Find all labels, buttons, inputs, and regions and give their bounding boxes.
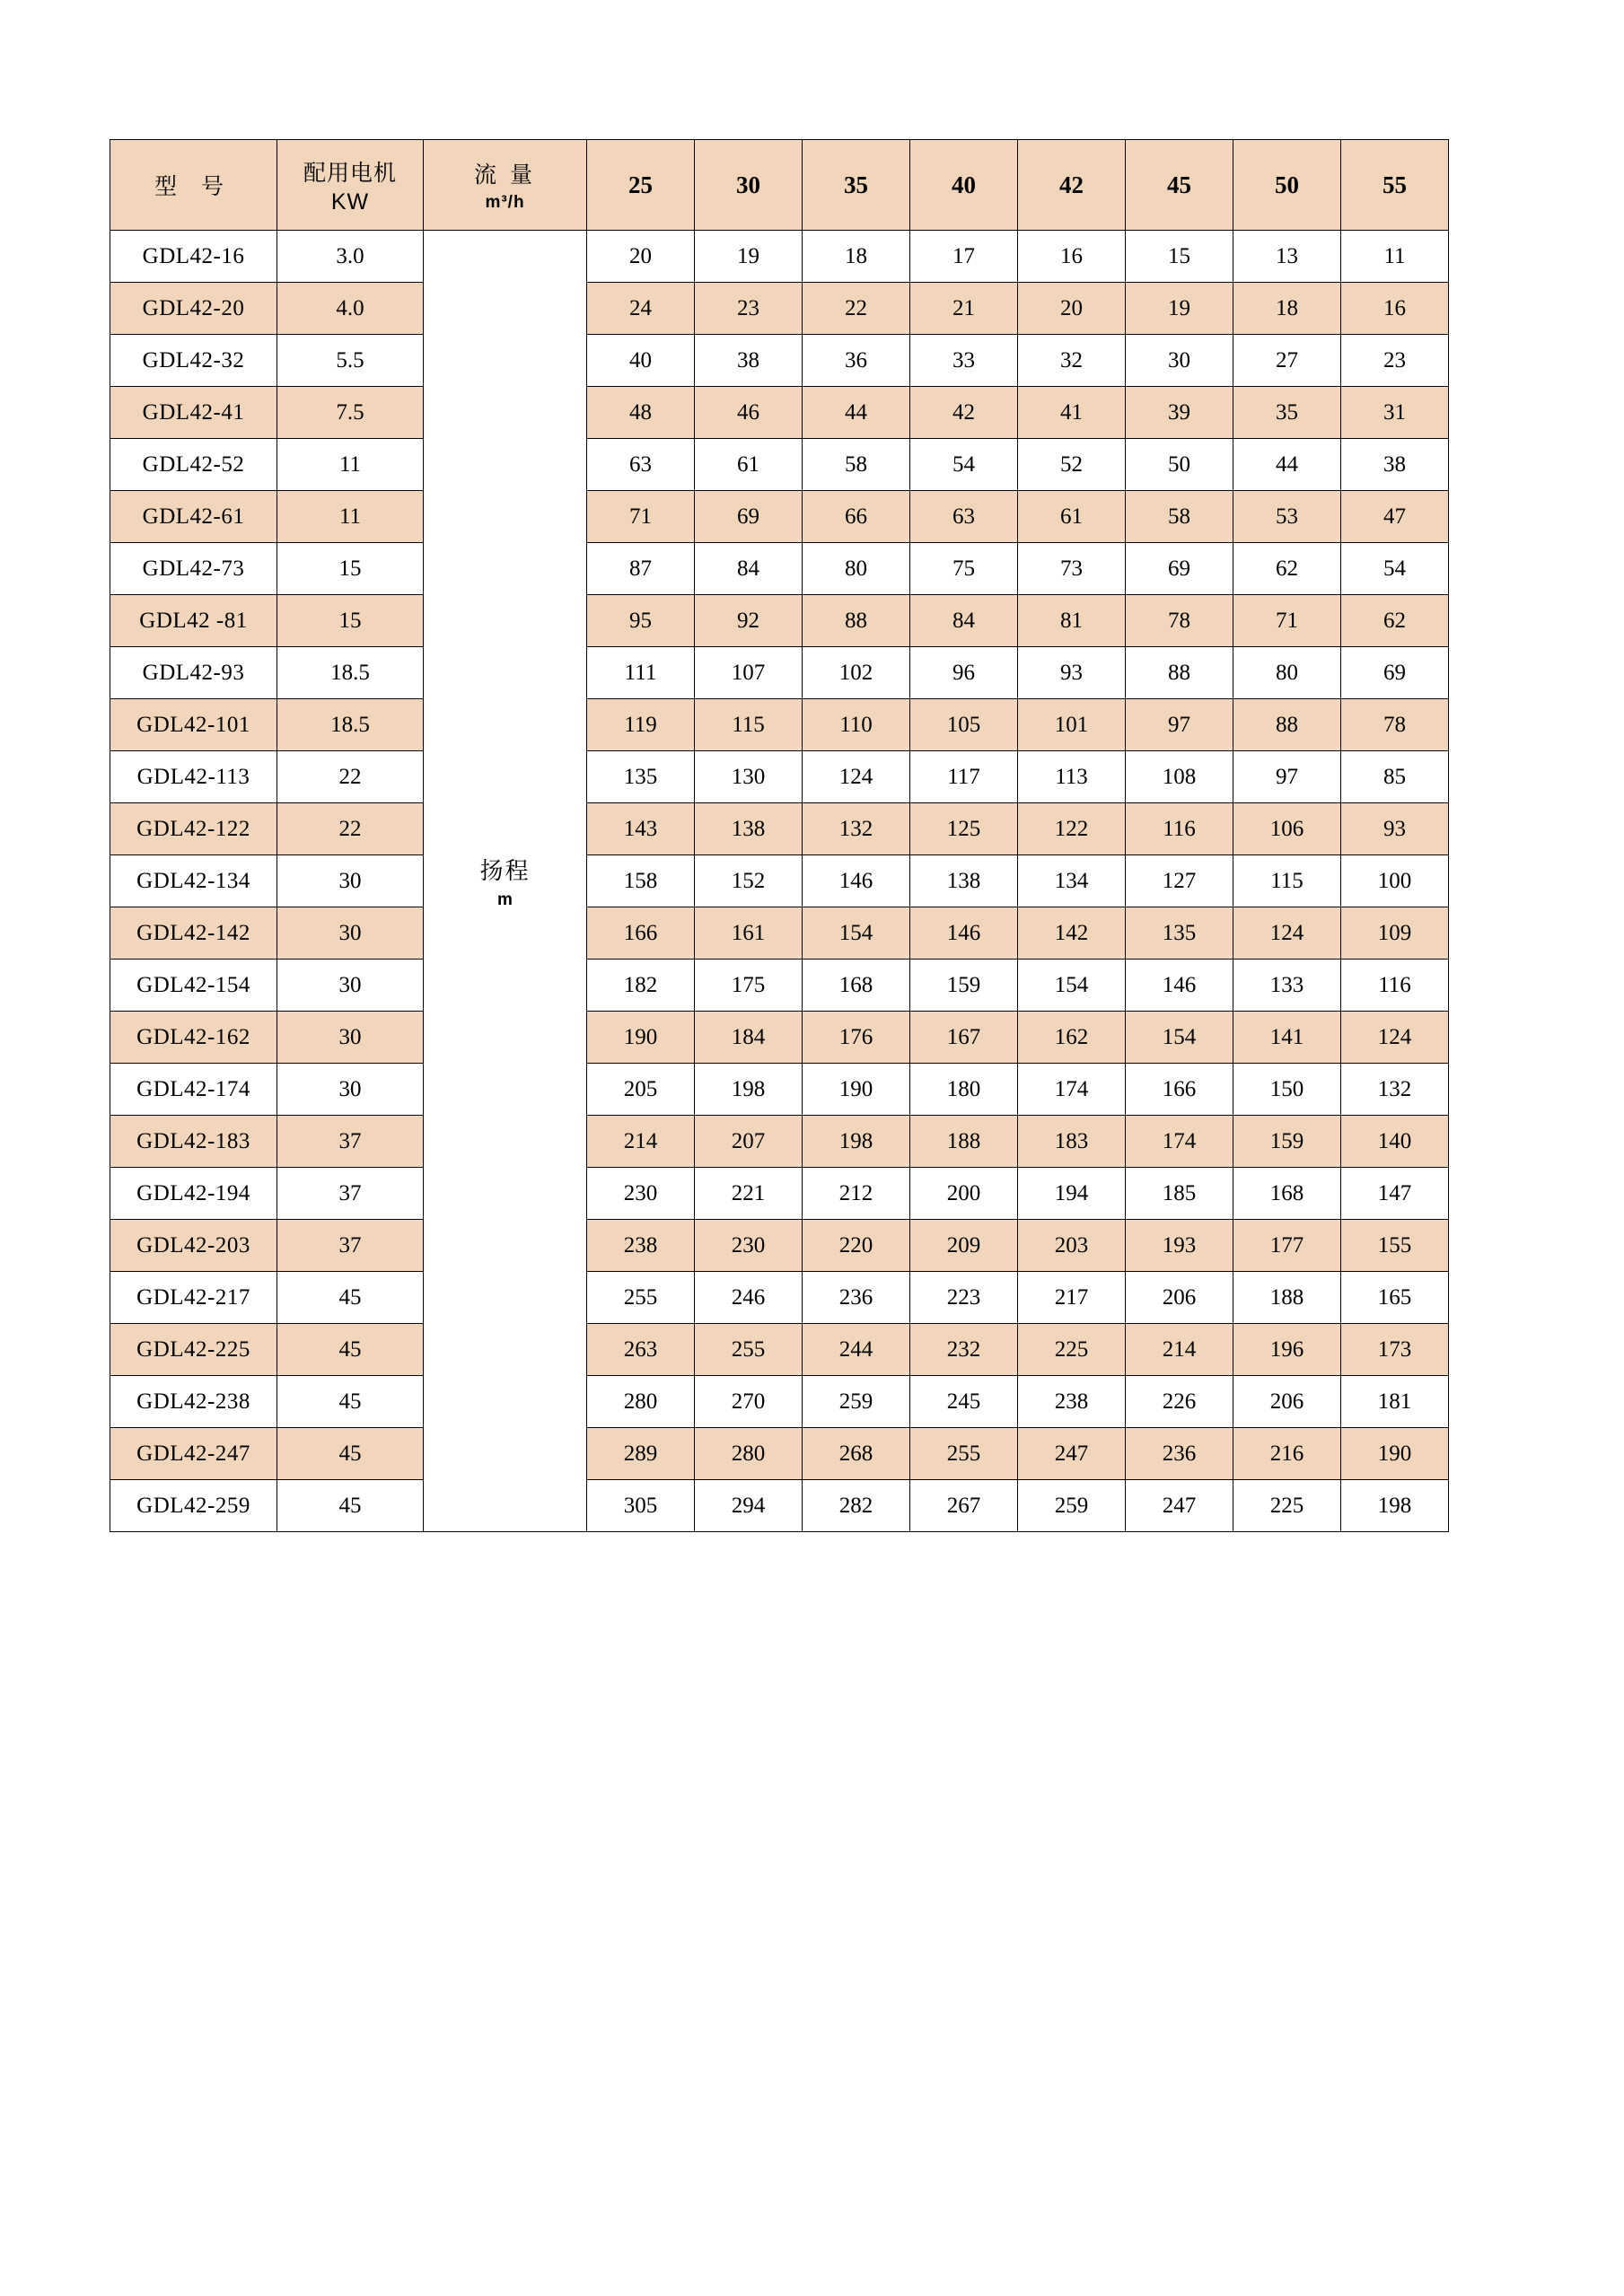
- cell-head-value: 23: [695, 283, 803, 335]
- cell-head-value: 134: [1018, 855, 1126, 907]
- cell-head-value: 263: [587, 1324, 695, 1376]
- cell-head-value: 159: [1233, 1116, 1341, 1168]
- cell-head-value: 247: [1018, 1428, 1126, 1480]
- cell-head-value: 158: [587, 855, 695, 907]
- cell-model: GDL42-194: [110, 1168, 277, 1220]
- cell-head-value: 69: [1126, 543, 1233, 595]
- cell-head-value: 205: [587, 1064, 695, 1116]
- cell-model: GDL42 -81: [110, 595, 277, 647]
- cell-head-value: 223: [910, 1272, 1018, 1324]
- cell-model: GDL42-203: [110, 1220, 277, 1272]
- cell-head-value: 44: [1233, 439, 1341, 491]
- cell-head-value: 24: [587, 283, 695, 335]
- cell-head-value: 47: [1341, 491, 1449, 543]
- cell-head-value: 85: [1341, 751, 1449, 803]
- cell-head-value: 124: [1233, 907, 1341, 960]
- cell-head-value: 146: [803, 855, 910, 907]
- table-body: [110, 231, 1449, 1532]
- cell-motor-power: 7.5: [277, 387, 424, 439]
- head-axis-label: [424, 231, 587, 1532]
- cell-head-value: 173: [1341, 1324, 1449, 1376]
- cell-head-value: 181: [1341, 1376, 1449, 1428]
- cell-head-value: 247: [1126, 1480, 1233, 1532]
- table-row: [110, 1376, 1449, 1428]
- cell-head-value: 183: [1018, 1116, 1126, 1168]
- cell-model: GDL42-174: [110, 1064, 277, 1116]
- cell-head-value: 63: [587, 439, 695, 491]
- cell-head-value: 97: [1126, 699, 1233, 751]
- cell-head-value: 140: [1341, 1116, 1449, 1168]
- cell-head-value: 232: [910, 1324, 1018, 1376]
- cell-head-value: 220: [803, 1220, 910, 1272]
- cell-head-value: 17: [910, 231, 1018, 283]
- cell-head-value: 44: [803, 387, 910, 439]
- cell-head-value: 154: [1018, 960, 1126, 1012]
- cell-head-value: 182: [587, 960, 695, 1012]
- cell-head-value: 20: [587, 231, 695, 283]
- cell-head-value: 185: [1126, 1168, 1233, 1220]
- cell-model: GDL42-217: [110, 1272, 277, 1324]
- cell-head-value: 108: [1126, 751, 1233, 803]
- cell-motor-power: 30: [277, 960, 424, 1012]
- cell-motor-power: 18.5: [277, 647, 424, 699]
- cell-head-value: 19: [1126, 283, 1233, 335]
- cell-model: GDL42-142: [110, 907, 277, 960]
- cell-model: GDL42-154: [110, 960, 277, 1012]
- cell-head-value: 188: [1233, 1272, 1341, 1324]
- table-row: [110, 1272, 1449, 1324]
- cell-head-value: 282: [803, 1480, 910, 1532]
- cell-head-value: 20: [1018, 283, 1126, 335]
- cell-head-value: 130: [695, 751, 803, 803]
- cell-model: GDL42-122: [110, 803, 277, 855]
- cell-head-value: 40: [587, 335, 695, 387]
- cell-head-value: 167: [910, 1012, 1018, 1064]
- cell-head-value: 41: [1018, 387, 1126, 439]
- cell-head-value: 154: [1126, 1012, 1233, 1064]
- table-row: [110, 751, 1449, 803]
- cell-head-value: 174: [1126, 1116, 1233, 1168]
- cell-head-value: 71: [1233, 595, 1341, 647]
- cell-head-value: 236: [803, 1272, 910, 1324]
- cell-head-value: 226: [1126, 1376, 1233, 1428]
- cell-motor-power: 30: [277, 907, 424, 960]
- cell-head-value: 88: [1233, 699, 1341, 751]
- cell-head-value: 259: [1018, 1480, 1126, 1532]
- table-row: [110, 1480, 1449, 1532]
- cell-head-value: 58: [1126, 491, 1233, 543]
- cell-head-value: 122: [1018, 803, 1126, 855]
- header-flow-label: 流 量: [474, 162, 536, 188]
- cell-head-value: 188: [910, 1116, 1018, 1168]
- cell-head-value: 135: [587, 751, 695, 803]
- cell-head-value: 193: [1126, 1220, 1233, 1272]
- cell-head-value: 35: [1233, 387, 1341, 439]
- cell-head-value: 87: [587, 543, 695, 595]
- cell-head-value: 69: [695, 491, 803, 543]
- cell-head-value: 36: [803, 335, 910, 387]
- cell-head-value: 52: [1018, 439, 1126, 491]
- cell-motor-power: 30: [277, 855, 424, 907]
- header-flow-value-50: 50: [1233, 140, 1341, 231]
- cell-model: GDL42-61: [110, 491, 277, 543]
- cell-head-value: 15: [1126, 231, 1233, 283]
- cell-motor-power: 45: [277, 1480, 424, 1532]
- cell-motor-power: 30: [277, 1064, 424, 1116]
- cell-motor-power: 15: [277, 543, 424, 595]
- cell-head-value: 267: [910, 1480, 1018, 1532]
- cell-head-value: 93: [1018, 647, 1126, 699]
- cell-head-value: 214: [587, 1116, 695, 1168]
- table-row: [110, 543, 1449, 595]
- header-motor-unit: KW: [330, 188, 370, 215]
- cell-head-value: 155: [1341, 1220, 1449, 1272]
- cell-head-value: 106: [1233, 803, 1341, 855]
- cell-head-value: 38: [1341, 439, 1449, 491]
- cell-head-value: 95: [587, 595, 695, 647]
- cell-model: GDL42-73: [110, 543, 277, 595]
- cell-model: GDL42-93: [110, 647, 277, 699]
- header-motor-power: [277, 140, 424, 231]
- cell-model: GDL42-101: [110, 699, 277, 751]
- cell-head-value: 66: [803, 491, 910, 543]
- cell-head-value: 238: [587, 1220, 695, 1272]
- table-row: [110, 855, 1449, 907]
- cell-head-value: 184: [695, 1012, 803, 1064]
- cell-head-value: 39: [1126, 387, 1233, 439]
- table-row: [110, 960, 1449, 1012]
- cell-head-value: 196: [1233, 1324, 1341, 1376]
- cell-model: GDL42-162: [110, 1012, 277, 1064]
- cell-motor-power: 45: [277, 1428, 424, 1480]
- cell-head-value: 152: [695, 855, 803, 907]
- cell-head-value: 214: [1126, 1324, 1233, 1376]
- cell-head-value: 230: [695, 1220, 803, 1272]
- table-row: [110, 1168, 1449, 1220]
- header-model: [110, 140, 277, 231]
- cell-head-value: 190: [587, 1012, 695, 1064]
- cell-head-value: 107: [695, 647, 803, 699]
- table-row: [110, 1324, 1449, 1376]
- cell-head-value: 84: [910, 595, 1018, 647]
- header-flow-unit: m³/h: [485, 193, 525, 212]
- cell-head-value: 176: [803, 1012, 910, 1064]
- cell-head-value: 238: [1018, 1376, 1126, 1428]
- cell-motor-power: 3.0: [277, 231, 424, 283]
- cell-head-value: 270: [695, 1376, 803, 1428]
- table-row: [110, 1064, 1449, 1116]
- cell-head-value: 110: [803, 699, 910, 751]
- cell-head-value: 18: [1233, 283, 1341, 335]
- cell-head-value: 42: [910, 387, 1018, 439]
- cell-head-value: 21: [910, 283, 1018, 335]
- cell-head-value: 180: [910, 1064, 1018, 1116]
- cell-head-value: 216: [1233, 1428, 1341, 1480]
- cell-head-value: 212: [803, 1168, 910, 1220]
- cell-model: GDL42-20: [110, 283, 277, 335]
- cell-head-value: 13: [1233, 231, 1341, 283]
- table-header: [110, 140, 1449, 231]
- header-model-label: 型 号: [154, 174, 233, 199]
- cell-head-value: 305: [587, 1480, 695, 1532]
- header-motor-label: 配用电机: [303, 160, 397, 186]
- cell-head-value: 100: [1341, 855, 1449, 907]
- cell-motor-power: 37: [277, 1220, 424, 1272]
- cell-motor-power: 22: [277, 803, 424, 855]
- cell-head-value: 115: [695, 699, 803, 751]
- cell-head-value: 141: [1233, 1012, 1341, 1064]
- cell-head-value: 58: [803, 439, 910, 491]
- header-flow-value-40: 40: [910, 140, 1018, 231]
- cell-head-value: 22: [803, 283, 910, 335]
- cell-head-value: 209: [910, 1220, 1018, 1272]
- header-flow-value-55: 55: [1341, 140, 1449, 231]
- cell-head-value: 221: [695, 1168, 803, 1220]
- cell-head-value: 207: [695, 1116, 803, 1168]
- cell-motor-power: 45: [277, 1376, 424, 1428]
- pump-specification-table: [110, 139, 1449, 1532]
- header-flow-value-42: 42: [1018, 140, 1126, 231]
- cell-head-value: 225: [1233, 1480, 1341, 1532]
- cell-head-value: 61: [1018, 491, 1126, 543]
- cell-head-value: 113: [1018, 751, 1126, 803]
- cell-motor-power: 22: [277, 751, 424, 803]
- cell-head-value: 69: [1341, 647, 1449, 699]
- cell-head-value: 165: [1341, 1272, 1449, 1324]
- cell-head-value: 259: [803, 1376, 910, 1428]
- cell-head-value: 32: [1018, 335, 1126, 387]
- cell-head-value: 280: [695, 1428, 803, 1480]
- cell-motor-power: 11: [277, 439, 424, 491]
- cell-model: GDL42-52: [110, 439, 277, 491]
- cell-head-value: 19: [695, 231, 803, 283]
- cell-head-value: 78: [1126, 595, 1233, 647]
- cell-head-value: 198: [695, 1064, 803, 1116]
- cell-head-value: 268: [803, 1428, 910, 1480]
- cell-head-value: 18: [803, 231, 910, 283]
- cell-head-value: 255: [587, 1272, 695, 1324]
- cell-head-value: 109: [1341, 907, 1449, 960]
- cell-head-value: 16: [1341, 283, 1449, 335]
- cell-head-value: 143: [587, 803, 695, 855]
- cell-motor-power: 45: [277, 1324, 424, 1376]
- table-row: [110, 1220, 1449, 1272]
- cell-motor-power: 37: [277, 1168, 424, 1220]
- table-row: [110, 907, 1449, 960]
- cell-head-value: 11: [1341, 231, 1449, 283]
- cell-motor-power: 15: [277, 595, 424, 647]
- cell-head-value: 75: [910, 543, 1018, 595]
- table-row: [110, 387, 1449, 439]
- cell-head-value: 147: [1341, 1168, 1449, 1220]
- cell-head-value: 246: [695, 1272, 803, 1324]
- header-flow-value-30: 30: [695, 140, 803, 231]
- cell-head-value: 116: [1126, 803, 1233, 855]
- cell-model: GDL42-32: [110, 335, 277, 387]
- cell-head-value: 31: [1341, 387, 1449, 439]
- cell-head-value: 146: [910, 907, 1018, 960]
- cell-head-value: 125: [910, 803, 1018, 855]
- cell-motor-power: 37: [277, 1116, 424, 1168]
- cell-head-value: 92: [695, 595, 803, 647]
- cell-model: GDL42-183: [110, 1116, 277, 1168]
- cell-head-value: 61: [695, 439, 803, 491]
- cell-motor-power: 11: [277, 491, 424, 543]
- header-flow: [424, 140, 587, 231]
- cell-head-value: 33: [910, 335, 1018, 387]
- cell-head-value: 206: [1126, 1272, 1233, 1324]
- cell-head-value: 54: [1341, 543, 1449, 595]
- cell-head-value: 175: [695, 960, 803, 1012]
- cell-head-value: 16: [1018, 231, 1126, 283]
- cell-head-value: 177: [1233, 1220, 1341, 1272]
- cell-model: GDL42-113: [110, 751, 277, 803]
- cell-head-value: 81: [1018, 595, 1126, 647]
- cell-head-value: 255: [695, 1324, 803, 1376]
- cell-head-value: 124: [1341, 1012, 1449, 1064]
- cell-head-value: 63: [910, 491, 1018, 543]
- cell-head-value: 71: [587, 491, 695, 543]
- cell-head-value: 198: [1341, 1480, 1449, 1532]
- cell-head-value: 119: [587, 699, 695, 751]
- cell-head-value: 245: [910, 1376, 1018, 1428]
- cell-head-value: 48: [587, 387, 695, 439]
- table-row: [110, 647, 1449, 699]
- cell-head-value: 117: [910, 751, 1018, 803]
- cell-head-value: 46: [695, 387, 803, 439]
- table-row: [110, 803, 1449, 855]
- cell-head-value: 30: [1126, 335, 1233, 387]
- table-row: [110, 439, 1449, 491]
- cell-head-value: 230: [587, 1168, 695, 1220]
- cell-head-value: 142: [1018, 907, 1126, 960]
- cell-head-value: 135: [1126, 907, 1233, 960]
- cell-head-value: 88: [803, 595, 910, 647]
- cell-head-value: 101: [1018, 699, 1126, 751]
- cell-motor-power: 18.5: [277, 699, 424, 751]
- cell-model: GDL42-41: [110, 387, 277, 439]
- cell-motor-power: 4.0: [277, 283, 424, 335]
- cell-model: GDL42-259: [110, 1480, 277, 1532]
- header-row: [110, 140, 1449, 231]
- cell-head-value: 23: [1341, 335, 1449, 387]
- cell-head-value: 150: [1233, 1064, 1341, 1116]
- cell-head-value: 225: [1018, 1324, 1126, 1376]
- cell-head-value: 127: [1126, 855, 1233, 907]
- table-row: [110, 699, 1449, 751]
- cell-head-value: 162: [1018, 1012, 1126, 1064]
- cell-head-value: 62: [1233, 543, 1341, 595]
- cell-head-value: 38: [695, 335, 803, 387]
- table-row: [110, 595, 1449, 647]
- cell-head-value: 115: [1233, 855, 1341, 907]
- cell-head-value: 50: [1126, 439, 1233, 491]
- cell-head-value: 138: [910, 855, 1018, 907]
- table-row: [110, 335, 1449, 387]
- cell-head-value: 62: [1341, 595, 1449, 647]
- cell-head-value: 84: [695, 543, 803, 595]
- cell-model: GDL42-225: [110, 1324, 277, 1376]
- cell-head-value: 93: [1341, 803, 1449, 855]
- table-row: [110, 1116, 1449, 1168]
- cell-head-value: 80: [803, 543, 910, 595]
- table-row: [110, 1428, 1449, 1480]
- cell-head-value: 159: [910, 960, 1018, 1012]
- header-flow-value-35: 35: [803, 140, 910, 231]
- cell-head-value: 236: [1126, 1428, 1233, 1480]
- cell-head-value: 217: [1018, 1272, 1126, 1324]
- cell-head-value: 166: [587, 907, 695, 960]
- cell-head-value: 294: [695, 1480, 803, 1532]
- cell-head-value: 138: [695, 803, 803, 855]
- cell-head-value: 154: [803, 907, 910, 960]
- cell-head-value: 124: [803, 751, 910, 803]
- table-row: [110, 283, 1449, 335]
- cell-head-value: 168: [1233, 1168, 1341, 1220]
- cell-head-value: 133: [1233, 960, 1341, 1012]
- cell-head-value: 198: [803, 1116, 910, 1168]
- cell-motor-power: 5.5: [277, 335, 424, 387]
- cell-head-value: 203: [1018, 1220, 1126, 1272]
- cell-head-value: 88: [1126, 647, 1233, 699]
- cell-head-value: 111: [587, 647, 695, 699]
- header-flow-value-25: 25: [587, 140, 695, 231]
- cell-head-value: 255: [910, 1428, 1018, 1480]
- cell-motor-power: 45: [277, 1272, 424, 1324]
- cell-head-value: 102: [803, 647, 910, 699]
- cell-head-value: 280: [587, 1376, 695, 1428]
- cell-model: GDL42-16: [110, 231, 277, 283]
- table-row: [110, 231, 1449, 283]
- cell-head-value: 27: [1233, 335, 1341, 387]
- head-label-text: 扬程: [479, 856, 531, 884]
- header-flow-value-45: 45: [1126, 140, 1233, 231]
- cell-head-value: 200: [910, 1168, 1018, 1220]
- cell-head-value: 166: [1126, 1064, 1233, 1116]
- cell-head-value: 168: [803, 960, 910, 1012]
- head-label-unit: m: [497, 889, 513, 909]
- cell-model: GDL42-238: [110, 1376, 277, 1428]
- cell-head-value: 194: [1018, 1168, 1126, 1220]
- table-row: [110, 1012, 1449, 1064]
- cell-head-value: 190: [803, 1064, 910, 1116]
- cell-motor-power: 30: [277, 1012, 424, 1064]
- cell-head-value: 174: [1018, 1064, 1126, 1116]
- cell-head-value: 116: [1341, 960, 1449, 1012]
- cell-head-value: 206: [1233, 1376, 1341, 1428]
- cell-head-value: 73: [1018, 543, 1126, 595]
- cell-head-value: 78: [1341, 699, 1449, 751]
- cell-head-value: 53: [1233, 491, 1341, 543]
- cell-head-value: 132: [803, 803, 910, 855]
- cell-head-value: 97: [1233, 751, 1341, 803]
- cell-head-value: 146: [1126, 960, 1233, 1012]
- cell-head-value: 132: [1341, 1064, 1449, 1116]
- cell-head-value: 80: [1233, 647, 1341, 699]
- cell-head-value: 244: [803, 1324, 910, 1376]
- cell-model: GDL42-134: [110, 855, 277, 907]
- cell-head-value: 96: [910, 647, 1018, 699]
- table-row: [110, 491, 1449, 543]
- cell-head-value: 105: [910, 699, 1018, 751]
- cell-head-value: 161: [695, 907, 803, 960]
- cell-head-value: 190: [1341, 1428, 1449, 1480]
- cell-model: GDL42-247: [110, 1428, 277, 1480]
- cell-head-value: 54: [910, 439, 1018, 491]
- cell-head-value: 289: [587, 1428, 695, 1480]
